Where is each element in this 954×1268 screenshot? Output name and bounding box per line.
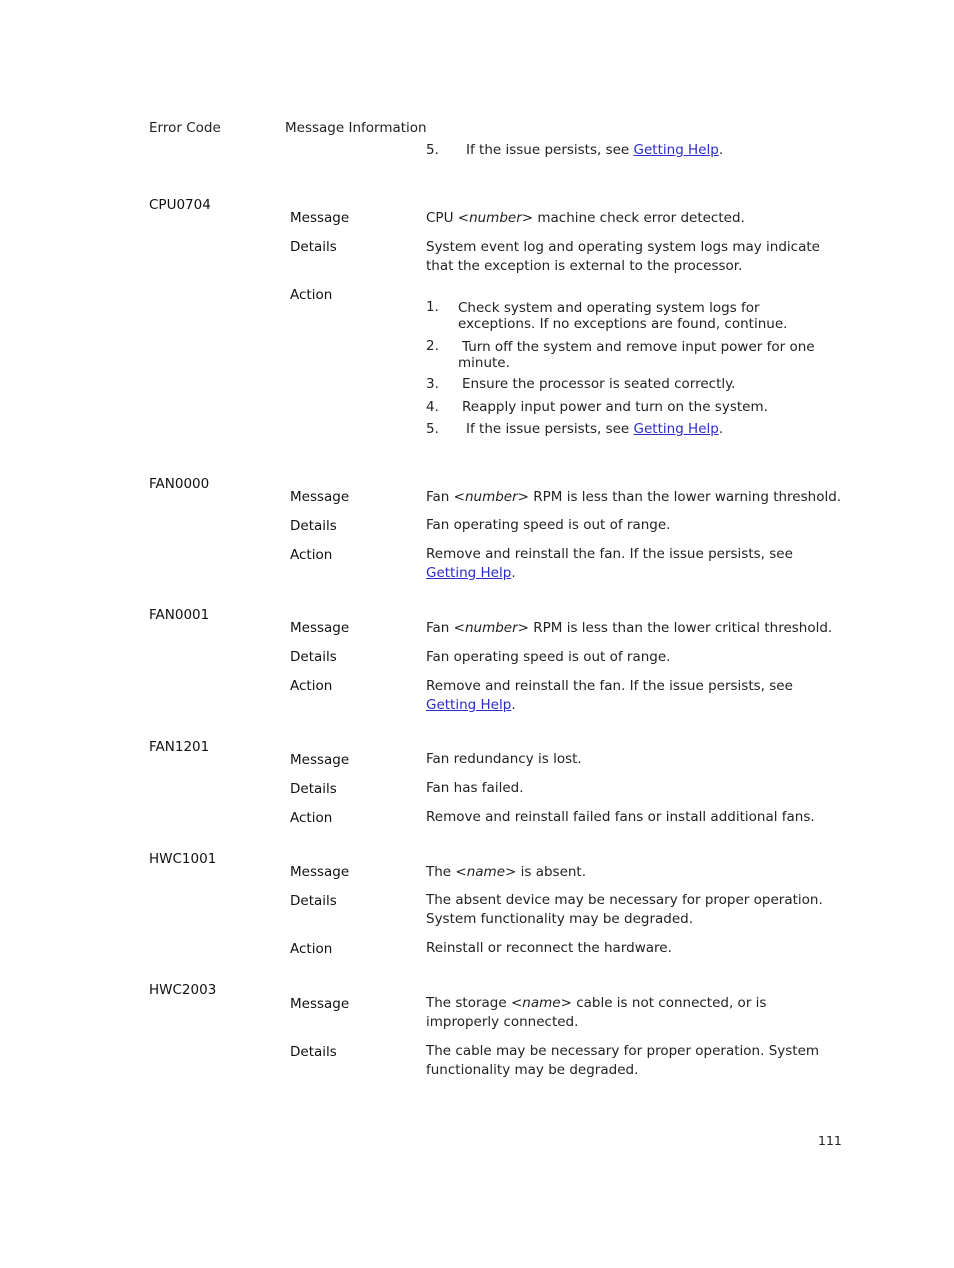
fan0000-message <box>426 488 841 507</box>
carryover-step-label: If the issue persists, see <box>466 142 634 158</box>
hwc1001-action: Reinstall or reconnect the hardware. <box>426 940 672 956</box>
step-number: 1. <box>426 299 439 315</box>
step-text: Turn off the system and remove input power for one minute. <box>458 339 815 371</box>
label-message: Message <box>290 620 350 636</box>
step-number: 2. <box>426 338 439 354</box>
label-message: Message <box>290 996 350 1012</box>
label-details: Details <box>290 649 337 665</box>
step-text: Ensure the processor is seated correctly. <box>462 376 736 392</box>
label-details: Details <box>290 893 337 909</box>
message-text: The storage < <box>426 995 523 1011</box>
fan1201-message: Fan redundancy is lost. <box>426 751 582 767</box>
step-number: 5. <box>426 421 439 437</box>
fan0001-message <box>426 619 832 638</box>
message-variable: name <box>466 864 506 880</box>
message-variable: number <box>469 210 522 226</box>
error-code-fan0001: FAN0001 <box>149 607 210 623</box>
getting-help-link[interactable]: Getting Help <box>426 697 512 713</box>
message-text: > is absent. <box>505 864 587 880</box>
header-message-information: Message Information <box>285 120 427 136</box>
fan1201-details: Fan has failed. <box>426 780 524 796</box>
label-action: Action <box>290 547 333 563</box>
label-message: Message <box>290 752 350 768</box>
carryover-step-number: 5. <box>426 142 439 158</box>
error-code-cpu0704: CPU0704 <box>149 197 211 213</box>
fan0000-action: Remove and reinstall the fan. If the issue persists, see Getting Help. <box>426 546 793 581</box>
error-code-hwc2003: HWC2003 <box>149 982 217 998</box>
step-number: 4. <box>426 399 439 415</box>
label-action: Action <box>290 287 333 303</box>
fan1201-action: Remove and reinstall failed fans or install additional fans. <box>426 809 815 825</box>
message-variable: name <box>522 995 561 1011</box>
label-action: Action <box>290 810 333 826</box>
hwc1001-message <box>426 863 586 882</box>
fan0001-action: Remove and reinstall the fan. If the issue persists, see Getting Help. <box>426 678 793 713</box>
label-message: Message <box>290 210 350 226</box>
getting-help-link[interactable]: Getting Help <box>426 565 512 581</box>
message-text: Fan < <box>426 620 465 636</box>
header-error-code: Error Code <box>149 120 221 136</box>
step-text: If the issue persists, see Getting Help. <box>466 421 724 437</box>
hwc1001-details: The absent device may be necessary for proper operation. System functionality may be degraded. <box>426 892 823 927</box>
message-text: The < <box>426 864 467 880</box>
label-details: Details <box>290 1044 337 1060</box>
message-text: > machine check error detected. <box>521 210 745 226</box>
message-text: > RPM is less than the lower critical threshold. <box>517 620 833 636</box>
getting-help-link[interactable]: Getting Help <box>633 421 719 437</box>
action-text: Remove and reinstall the fan. If the issue persists, see <box>426 546 793 562</box>
message-text: CPU < <box>426 210 470 226</box>
step-text: Reapply input power and turn on the system. <box>462 399 768 415</box>
error-code-fan1201: FAN1201 <box>149 739 210 755</box>
step-number: 3. <box>426 376 439 392</box>
message-text: > cable is not connected, or is improperly connected. <box>426 995 767 1030</box>
error-code-fan0000: FAN0000 <box>149 476 210 492</box>
label-action: Action <box>290 941 333 957</box>
message-variable: number <box>464 620 518 636</box>
cpu0704-details: System event log and operating system logs may indicate that the exception is external to the processor. <box>426 239 820 274</box>
hwc2003-message <box>426 994 836 1032</box>
label-message: Message <box>290 489 350 505</box>
step-label: If the issue persists, see <box>466 421 634 437</box>
fan0001-details: Fan operating speed is out of range. <box>426 649 671 665</box>
label-action: Action <box>290 678 333 694</box>
carryover-step-text: If the issue persists, see Getting Help. <box>466 142 724 158</box>
error-code-hwc1001: HWC1001 <box>149 851 217 867</box>
label-message: Message <box>290 864 350 880</box>
step-text: Check system and operating system logs for exceptions. If no exceptions are found, continue. <box>458 300 788 332</box>
getting-help-link[interactable]: Getting Help <box>633 142 719 158</box>
action-text: Remove and reinstall the fan. If the issue persists, see <box>426 678 793 694</box>
page-number: 111 <box>818 1133 842 1148</box>
label-details: Details <box>290 239 337 255</box>
cpu0704-message <box>426 209 745 228</box>
hwc2003-details: The cable may be necessary for proper operation. System functionality may be degraded. <box>426 1043 820 1078</box>
label-details: Details <box>290 518 337 534</box>
message-variable: number <box>464 489 518 505</box>
message-text: Fan < <box>426 489 465 505</box>
message-text: > RPM is less than the lower warning threshold. <box>517 489 842 505</box>
fan0000-details: Fan operating speed is out of range. <box>426 517 671 533</box>
label-details: Details <box>290 781 337 797</box>
